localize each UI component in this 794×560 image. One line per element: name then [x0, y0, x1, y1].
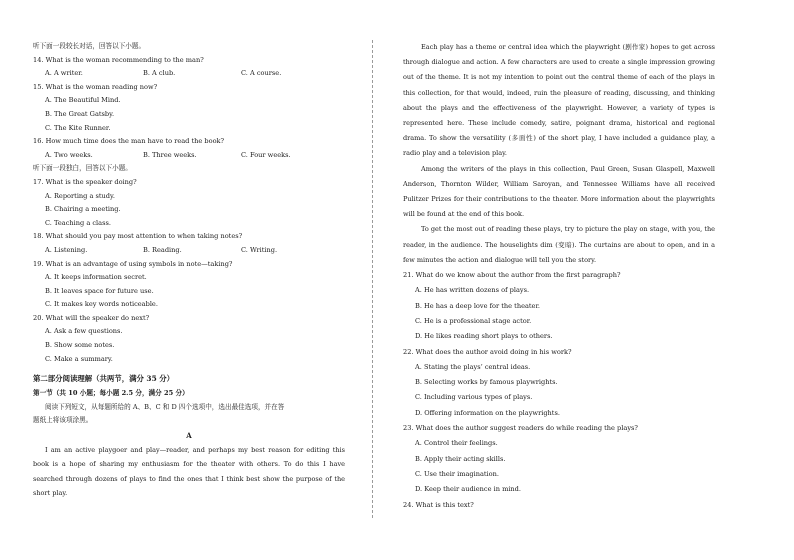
option-a: A. He has written dozens of plays. [415, 286, 530, 295]
option-b: B. A club. [143, 69, 176, 78]
option-c: C. Make a summary. [45, 354, 113, 363]
option-b: B. The Great Gatsby. [45, 109, 115, 118]
option-d: D. Offering information on the playwrights. [415, 408, 560, 417]
option-b: B. Three weeks. [143, 150, 197, 159]
question-21-stem: 21. What do we know about the author from the first paragraph? [403, 271, 621, 280]
option-c: C. Four weeks. [241, 150, 291, 159]
question-14-stem: 14. What is the woman recommending to the man? [33, 55, 204, 64]
option-c: C. A course. [241, 69, 282, 78]
question-16-options [33, 149, 345, 163]
instructions-line-1: 阅读下列短文，从每题所给的 A、B、C 和 D 四个选项中，选出最佳选项，并在答 [45, 402, 285, 411]
option-a: A. Two weeks. [45, 150, 93, 159]
passage-a-paragraph-1: I am an active playgoer and play—reader, and perhaps my best reason for editing this book is a hope of sharing my enthusiasm for the theater with others. To do this I have searched through dozens of plays to find the ones that I think best show the purpose of the short play. [33, 446, 345, 498]
instructions-line-2: 题纸上将该项涂黑。 [33, 416, 93, 425]
question-18-options [33, 244, 345, 258]
question-15-stem: 15. What is the woman reading now? [33, 82, 158, 91]
option-a: A. A writer. [45, 69, 83, 78]
option-a: A. Ask a few questions. [45, 327, 123, 336]
option-a: A. The Beautiful Mind. [45, 96, 121, 105]
option-a: A. Control their feelings. [415, 439, 498, 448]
passage-label: A [186, 431, 192, 441]
question-18-stem: 18. What should you pay most attention to when taking notes? [33, 232, 243, 241]
option-a: A. It keeps information secret. [45, 273, 147, 282]
option-c: C. He is a professional stage actor. [415, 316, 532, 325]
question-19-stem: 19. What is an advantage of using symbols in note—taking? [33, 259, 233, 268]
question-24-stem: 24. What is this text? [403, 500, 474, 509]
right-column [403, 40, 715, 513]
option-b: B. Chairing a meeting. [45, 205, 121, 214]
passage-a-paragraph-3: Among the writers of the plays in this collection, Paul Green, Susan Glaspell, Maxwell Anderson, Thornton Wilder, William Saroyan, and Tennessee Williams have all received Pulitzer Prizes for their contributions to the theater. More information about the playwrights will be found at the end of this book. [403, 164, 715, 219]
option-a: A. Stating the plays’ central ideas. [415, 362, 531, 371]
column-divider [372, 40, 373, 518]
option-b: B. Apply their acting skills. [415, 454, 506, 463]
question-23-stem: 23. What does the author suggest readers do while reading the plays? [403, 424, 638, 433]
passage-a-paragraph-4: To get the most out of reading these plays, try to picture the play on stage, with you, the reader, in the audience. The houselights dim (变暗). The curtains are about to open, and in a few minutes the action and dialogue will tell you the story. [403, 225, 715, 264]
option-b: B. Selecting works by famous playwrights. [415, 378, 558, 387]
listening-intro-2: 听下面一段独白，回答以下小题。 [33, 164, 132, 173]
question-17-stem: 17. What is the speaker doing? [33, 177, 137, 186]
passage-a-paragraph-2: Each play has a theme or central idea which the playwright (剧作家) hopes to get across through dialogue and action. A few characters are used to create a single impression growing out of the theme. It is not my intention to point out the central theme of each of the plays in this collection, for that would, indeed, ruin the pleasure of reading, discussing, and thinking about the plays and the effectiveness of the playwright. However, a variety of types is represented here. These include comedy, satire, poignant drama, historical and regional drama. To show the versatility (多面性) of the short play, I have included a guidance play, a radio play and a television play. [403, 43, 715, 158]
option-c: C. Use their imagination. [415, 469, 499, 478]
option-c: C. The Kite Runner. [45, 123, 111, 132]
option-b: B. It leaves space for future use. [45, 286, 154, 295]
left-column [33, 40, 345, 501]
question-20-stem: 20. What will the speaker do next? [33, 313, 150, 322]
listening-intro-1: 听下面一段较长对话，回答以下小题。 [33, 42, 146, 50]
question-16-stem: 16. How much time does the man have to read the book? [33, 137, 225, 146]
option-c: C. Writing. [241, 245, 278, 254]
option-c: C. It makes key words noticeable. [45, 300, 158, 309]
option-b: B. Reading. [143, 245, 182, 254]
option-b: B. Show some notes. [45, 341, 115, 350]
option-c: C. Teaching a class. [45, 218, 111, 227]
part-2-heading: 第二部分阅读理解（共两节，满分 35 分） [33, 374, 175, 384]
question-22-stem: 22. What does the author avoid doing in his work? [403, 347, 572, 356]
option-a: A. Reporting a study. [45, 191, 115, 200]
option-d: D. He likes reading short plays to others. [415, 332, 553, 341]
option-c: C. Including various types of plays. [415, 393, 533, 402]
option-d: D. Keep their audience in mind. [415, 485, 521, 494]
section-1-heading: 第一节（共 10 小题；每小题 2.5 分，满分 25 分） [33, 389, 189, 398]
option-a: A. Listening. [45, 245, 88, 254]
question-14-options [33, 67, 345, 81]
option-b: B. He has a deep love for the theater. [415, 301, 540, 310]
